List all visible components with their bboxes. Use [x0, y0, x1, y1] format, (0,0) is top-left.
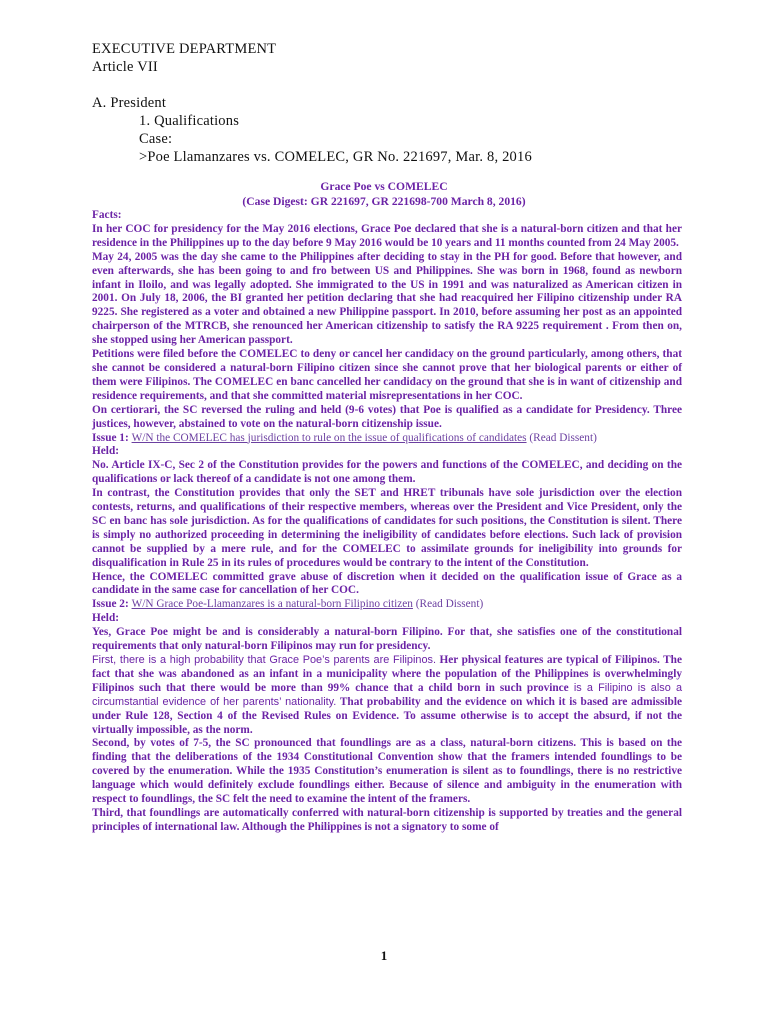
first-ground-plain: First, there is a high probability that Grace Poe’s parents are Filipinos. [92, 654, 436, 666]
page-number: 1 [380, 948, 388, 963]
held-paragraph: Yes, Grace Poe might be and is considerably a natural-born Filipino. For that, she satisfies one of the constitutional requirements that only natural-born Filipinos may run for presidency. [92, 626, 682, 653]
first-ground-bold: Her physical features are typical of Filipinos. The fact that she was abandoned as an infant in a municipality where the population of the Philippines is overwhelmingly Filipinos such that there would be more than 99% chance that a child born in such province [92, 654, 682, 694]
case-label: Case: [139, 131, 173, 147]
read-dissent-note: (Read Dissent) [529, 431, 597, 444]
first-ground-paragraph [92, 654, 682, 737]
digest-title-block [0, 179, 768, 209]
facts-paragraph: On certiorari, the SC reversed the ruling and held (9-6 votes) that Poe is qualified as a candidate for Presidency. Three justices, however, abstained to vote on the natural-born citizenship issue. [92, 403, 682, 430]
issue-2 [92, 598, 682, 612]
held-paragraph: No. Article IX-C, Sec 2 of the Constitution provides for the powers and functions of the COMELEC, and deciding on the qualifications or lack thereof of a candidate is not one among them. [92, 459, 682, 486]
digest-body [92, 209, 682, 835]
department-heading: EXECUTIVE DEPARTMENT [92, 41, 277, 57]
second-ground-paragraph: Second, by votes of 7-5, the SC pronounced that foundlings are as a class, natural-born citizens. This is based on the finding that the deliberations of the 1934 Constitutional Convention show that the framers intended foundlings to be covered by the enumeration. While the 1935 Constitution’s enumeration is silent as to foundlings, there is no restrictive language which would definitely exclude foundlings either. Because of silence and ambiguity in the enumeration with respect to foundlings, the SC felt the need to examine the intent of the framers. [92, 737, 682, 806]
held-paragraph: In contrast, the Constitution provides that only the SET and HRET tribunals have sole jurisdiction over the election contests, returns, and qualifications of their respective members, whereas over the President and Vice President, only the SC en banc has sole jurisdiction. As for the qualifications of candidates for such positions, the Constitution is silent. There is simply no authorized proceeding in determining the ineligibility of candidates before elections. Such lack of provision cannot be supplied by a mere rule, and for the COMELEC to assimilate grounds for ineligibility into grounds for disqualification in Rule 25 in its rules of procedures would be contrary to the intent of the Constitution. [92, 487, 682, 569]
first-ground-bold-2: That probability and the evidence on which it is based are admissible under Rule 128, Section 4 of the Revised Rules on Evidence. To assume otherwise is to accept the absurd, if not the virtually impossible, as the norm. [92, 695, 682, 736]
section-heading: A. President [92, 95, 167, 111]
subsection-heading: 1. Qualifications [139, 113, 240, 129]
held-paragraph: Hence, the COMELEC committed grave abuse of discretion when it decided on the qualification issue of Grace as a candidate in the same case for cancellation of her COC. [92, 570, 682, 597]
held-label: Held: [92, 612, 119, 625]
issue-label: Issue 1: [92, 431, 129, 444]
facts-paragraph: Petitions were filed before the COMELEC to deny or cancel her candidacy on the ground particularly, among others, that she cannot be considered a natural-born Filipino citizen since she cannot prove that her biological parents or either of them were Filipinos. The COMELEC en banc cancelled her candidacy on the ground that she is in want of citizenship and residence requirements, and that she committed material misrepresentations in her COC. [92, 348, 682, 402]
issue-1 [92, 432, 682, 446]
first-ground-plain-2: is a Filipino is also a circumstantial evidence of her parents’ nationality. [92, 681, 682, 708]
facts-paragraph: May 24, 2005 was the day she came to the Philippines after deciding to stay in the PH for good. Before that however, and even afterwards, she has been going to and fro between US and Philippines. She was born in 1968, found as newborn infant in Iloilo, and was legally adopted. She immigrated to the US in 1991 and was naturalized as American citizen in 2001. On July 18, 2006, the BI granted her petition declaring that she had reacquired her Filipino citizenship under RA 9225. She registered as a voter and obtained a new Philippine passport. In 2010, before assuming her post as an appointed chairperson of the MTRCB, she renounced her American citizenship to satisfy the RA 9225 requirement . From then on, she stopped using her American passport. [92, 250, 682, 347]
read-dissent-note: (Read Dissent) [415, 598, 484, 611]
issue-1-link[interactable]: W/N the COMELEC has jurisdiction to rule on the issue of qualifications of candidates [131, 431, 527, 444]
facts-paragraph: In her COC for presidency for the May 2016 elections, Grace Poe declared that she is a natural-born citizen and that her residence in the Philippines up to the day before 9 May 2016 would be 10 years and 11 months counted from 24 May 2005. [92, 222, 682, 249]
article-heading: Article VII [92, 59, 158, 75]
third-ground-paragraph: Third, that foundlings are automatically conferred with natural-born citizenship is supported by treaties and the general principles of international law. Although the Philippines is not a signatory to some of [92, 806, 682, 833]
facts-label: Facts: [92, 209, 122, 221]
issue-label: Issue 2: [92, 598, 129, 611]
digest-subtitle: (Case Digest: GR 221697, GR 221698-700 March 8, 2016) [242, 195, 526, 208]
document-header [92, 40, 532, 166]
issue-2-link[interactable]: W/N Grace Poe-Llamanzares is a natural-born Filipino citizen [131, 598, 413, 611]
case-citation: >Poe Llamanzares vs. COMELEC, GR No. 221697, Mar. 8, 2016 [139, 149, 532, 165]
held-label: Held: [92, 445, 119, 458]
digest-title: Grace Poe vs COMELEC [320, 180, 448, 193]
